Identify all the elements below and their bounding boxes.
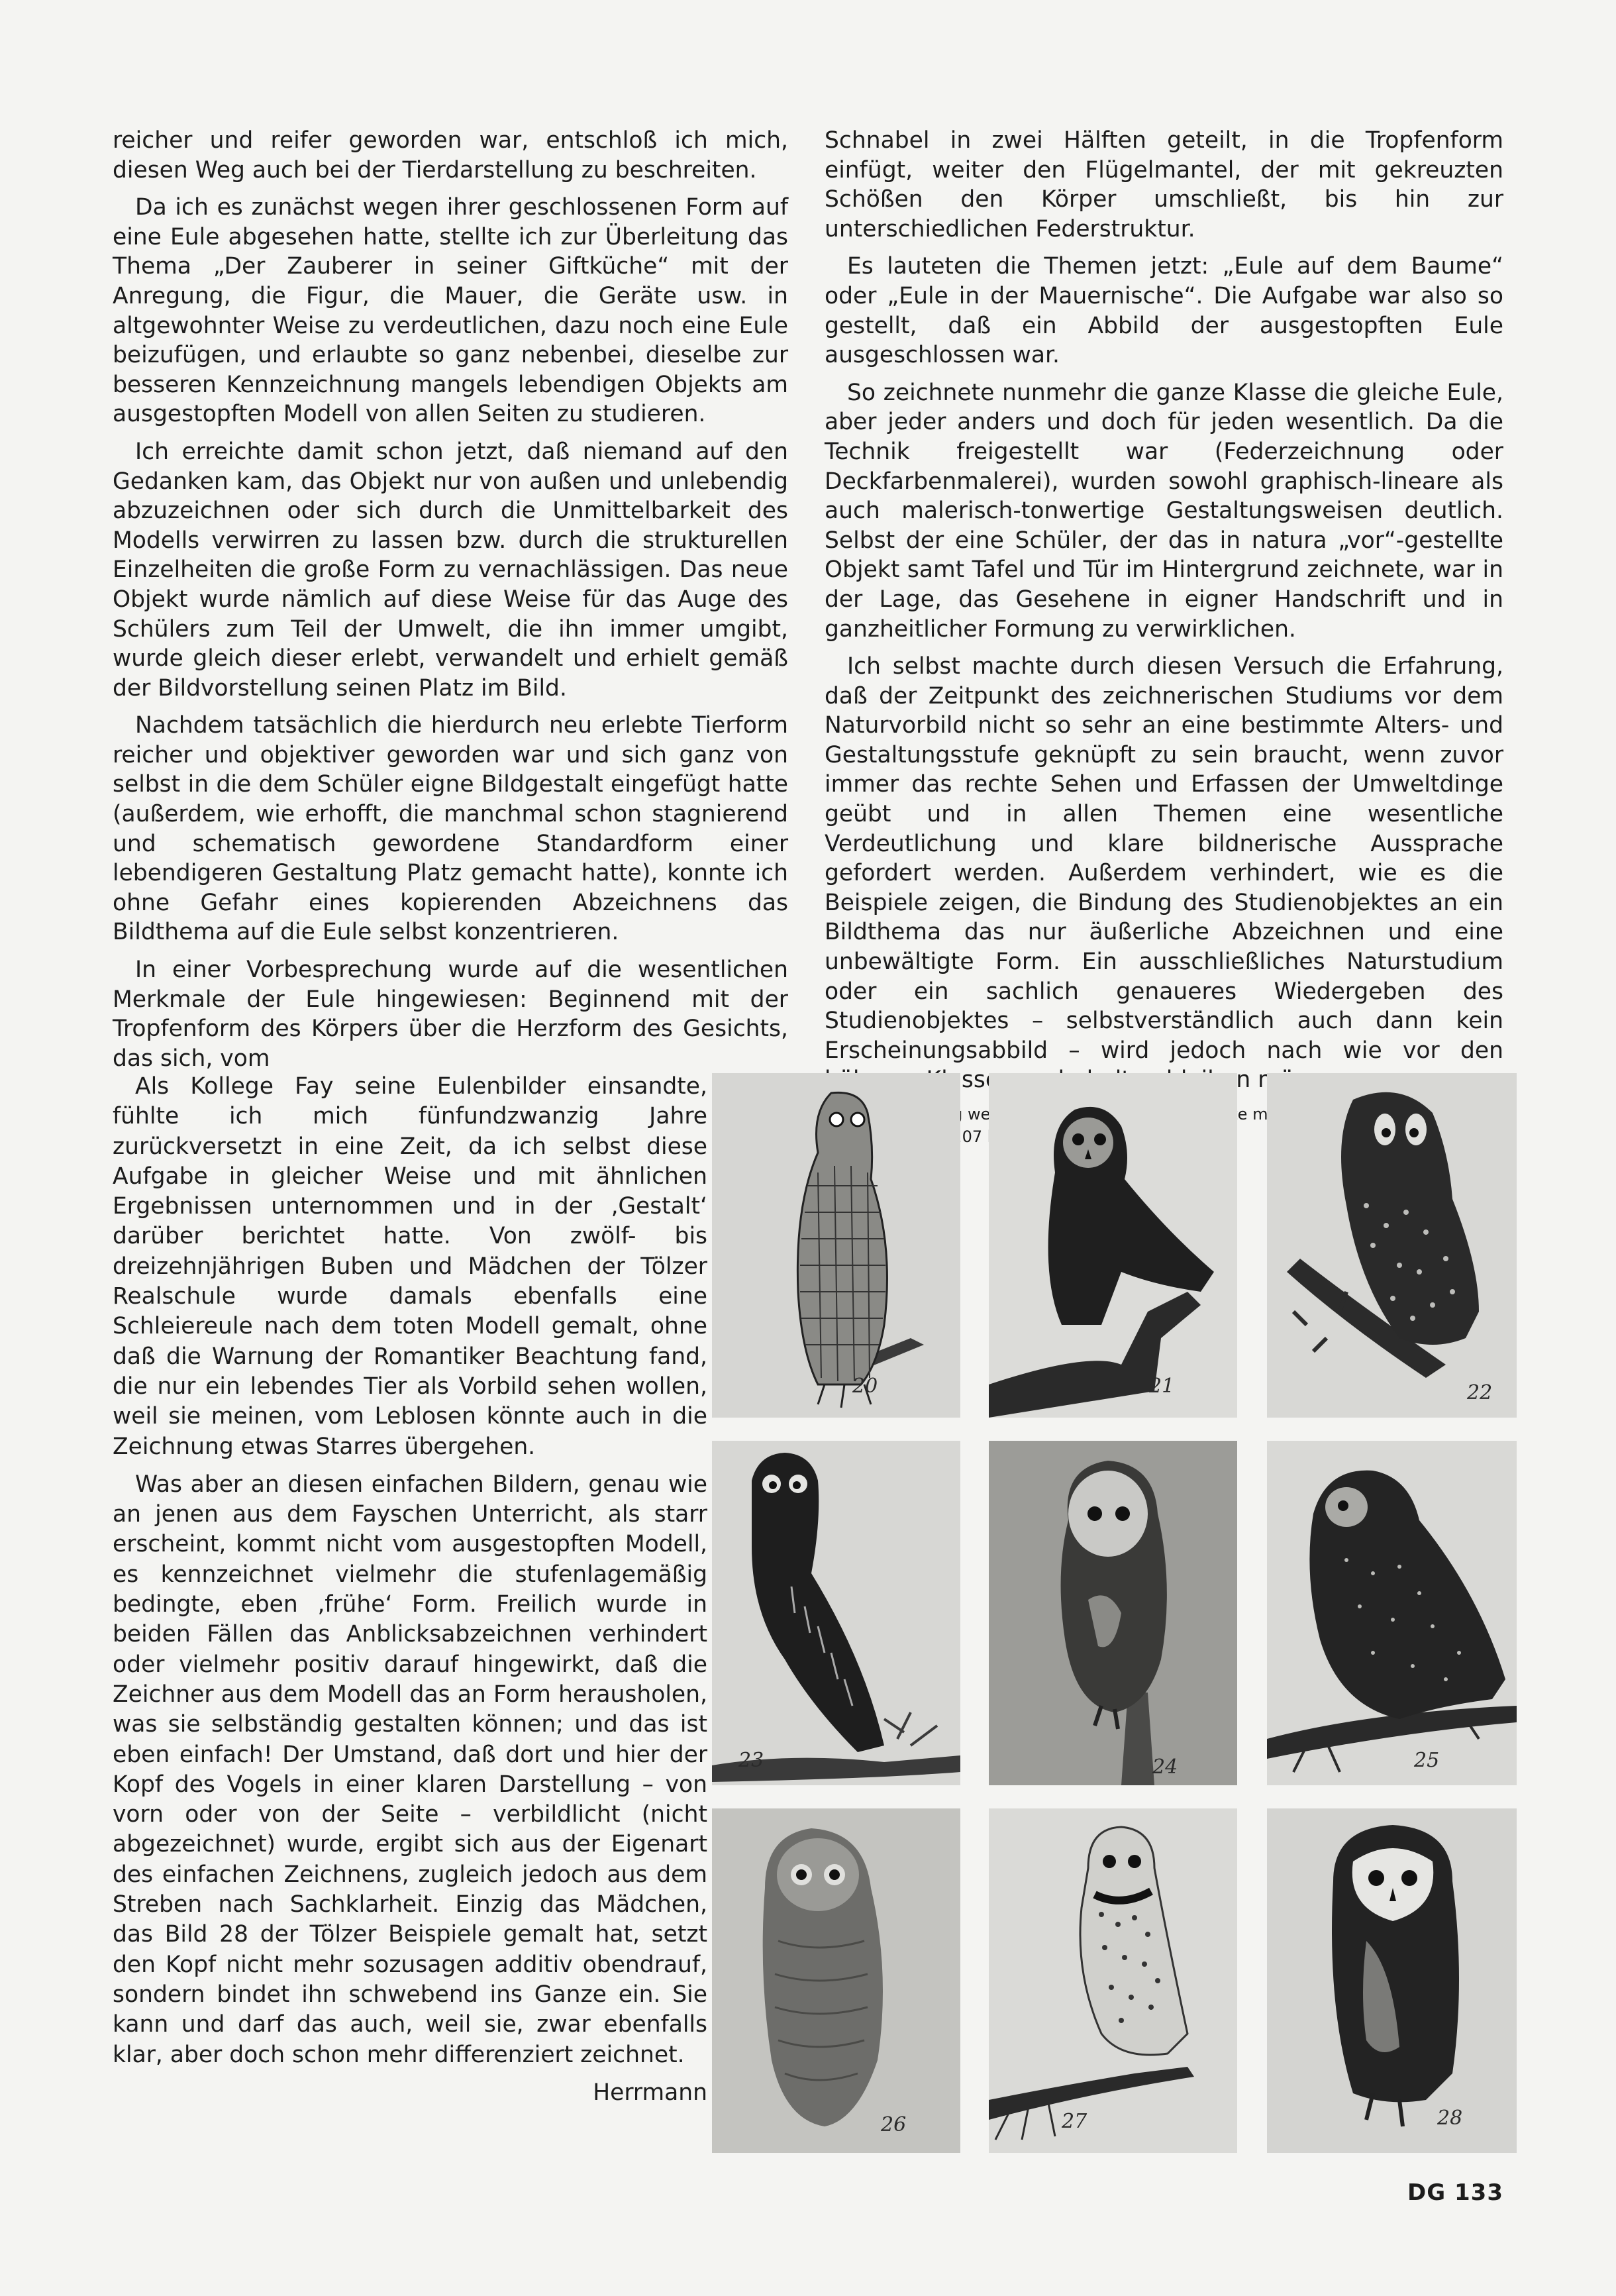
- owl-26-illustration: [712, 1808, 960, 2153]
- paragraph: Was aber an diesen einfachen Bildern, genau wie an jenen aus dem Fayschen Unterricht, als starr erscheint, kommt nicht vom ausgestopften Modell, es kennzeichnet vielmehr die stufenlagemäßig bedingte, eben ‚frühe‘ Form. Freilich wurde in beiden Fällen das Anblicksabzeichnen verhindert oder vielmehr positiv darauf hingewirkt, daß die Zeichner aus dem Modell das an Form herausholen, was sie selbständig gestalten können; und das ist eben einfach! Der Umstand, daß dort und hier der Kopf des Vogels in einer klaren Darstellung – von vorn oder von der Seite – verbildlicht (nicht abgezeichnet) wurde, ergibt sich aus der Eigenart des einfachen Zeichnens, zugleich jedoch aus dem Streben nach Sachklarheit. Einzig das Mädchen, das Bild 28 der Tölzer Beispiele gemalt hat, setzt den Kopf nicht mehr sozusagen additiv obendrauf, sondern bindet ihn schwebend ins Ganze ein. Sie kann und darf das auch, weil sie, zwar ebenfalls klar, aber doch schon mehr differenziert zeichnet.: [113, 1471, 707, 2068]
- text-column-left: [113, 126, 788, 1073]
- figure-number: 20: [852, 1375, 878, 1398]
- paragraph: Schnabel in zwei Hälften geteilt, in die Tropfenform einfügt, weiter den Flügelmantel, der mit gekreuzten Schößen den Körper umschließt, bis hin zur unterschiedlichen Federstruktur.: [825, 127, 1503, 242]
- paragraph: reicher und reifer geworden war, entschloß ich mich, diesen Weg auch bei der Tierdarstellung zu beschreiten.: [113, 127, 788, 183]
- folio-prefix: DG: [1407, 2179, 1446, 2206]
- text-column-commentary: [113, 1072, 707, 2108]
- owl-drawing-27: [989, 1808, 1237, 2153]
- figure-number: 26: [881, 2113, 907, 2136]
- owl-drawing-24: [989, 1441, 1237, 1785]
- owl-27-illustration: [989, 1808, 1237, 2153]
- figure-number: 24: [1152, 1755, 1178, 1779]
- owl-24-illustration: [989, 1441, 1237, 1785]
- owl-25-illustration: [1267, 1441, 1517, 1785]
- owl-drawing-21: [989, 1073, 1237, 1418]
- text-column-right: [825, 126, 1503, 1148]
- paragraph: Ich erreichte damit schon jetzt, daß niemand auf den Gedanken kam, das Objekt nur von außen und unlebendig abzuzeichnen oder sich durch die Unmittelbarkeit des Modells verwirren zu lassen bzw. durch die strukturellen Einzelheiten die große Form zu vernachlässigen. Das neue Objekt wurde nämlich auf diese Weise für das Auge des Schülers zum Teil der Umwelt, die ihn immer umgibt, wurde gleich dieser erlebt, verwandelt und erhielt gemäß der Bildvorstellung seinen Platz im Bild.: [113, 438, 788, 702]
- figure-number: 23: [738, 1749, 764, 1772]
- editorial-note: mit: [1252, 1105, 1279, 1123]
- owl-23-illustration: [712, 1441, 960, 1785]
- owl-drawing-26: [712, 1808, 960, 2153]
- paragraph: So zeichnete nunmehr die ganze Klasse die gleiche Eule, aber jeder anders und doch für jeden wesentlich. Da die Technik freigestellt war (Federzeichnung oder Deckfarbenmalerei), wurden sowohl graphisch-lineare als auch malerisch-tonwertige Gestaltungsweisen deutlich. Selbst der eine Schüler, der das in natura „vor“-gestellte Objekt samt Tafel und Tür im Hintergrund zeichnete, war in der Lage, das Gesehene in eigner Handschrift und in ganzheitlicher Formung zu verwirklichen.: [825, 379, 1503, 643]
- owl-drawing-23: [712, 1441, 960, 1785]
- owl-drawing-25: [1267, 1441, 1517, 1785]
- figure-number: 28: [1437, 2107, 1463, 2130]
- paragraph: In einer Vorbesprechung wurde auf die wesentlichen Merkmale der Eule hingewiesen: Beginnend mit der Tropfenform des Körpers über die Herzform des Gesichts, das sich, vom: [113, 957, 788, 1072]
- owl-20-illustration: [712, 1073, 960, 1418]
- paragraph: Es lauteten die Themen jetzt: „Eule auf dem Baume“ oder „Eule in der Mauernische“. Die Aufgabe war also so gestellt, daß ein Abbild der ausgestopften Eule ausgeschlossen war.: [825, 253, 1503, 369]
- owl-drawing-28: [1267, 1808, 1517, 2153]
- figure-number: 27: [1062, 2110, 1087, 2133]
- owl-21-illustration: [989, 1073, 1237, 1418]
- owl-drawing-20: [712, 1073, 960, 1418]
- paragraph: Ich selbst machte durch diesen Versuch die Erfahrung, daß der Zeitpunkt des zeichnerischen Studiums vor dem Naturvorbild nicht so sehr an eine bestimmte Alters- und Gestaltungsstufe geknüpft zu sein braucht, wenn zuvor immer das rechte Sehen und Erfassen der Umweltdinge geübt und in allen Themen eine wesentliche Verdeutlichung und klare bildnerische Aussprache gefordert werden. Außerdem verhindert, wie es die Beispiele zeigen, die Bindung des Studienobjektes an ein Bildthema das nur äußerliche Abzeichnen und eine unbewältigte Form. Ein ausschließliches Naturstudium oder ein sachlich genaueres Wiedergeben des Studienobjektes – selbstverständlich auch dann kein Erscheinungsabbild – wird jedoch nach wie vor den Klassen: [825, 653, 1503, 1094]
- figure-number: 22: [1467, 1381, 1493, 1404]
- owl-drawing-22: [1267, 1073, 1517, 1418]
- figure-number: 25: [1414, 1749, 1440, 1772]
- page-folio: [1407, 2179, 1503, 2206]
- owl-22-illustration: [1267, 1073, 1517, 1418]
- figure-number: 21: [1149, 1375, 1175, 1398]
- paragraph: Als Kollege Fay seine Eulenbilder einsandte, fühlte ich mich fünfundzwanzig Jahre zurückversetzt in eine Zeit, da ich selbst diese Aufgabe in gleicher Weise und mit ähnlichen Ergebnissen unternommen und in der ‚Gestalt‘ darüber berichtet hatte. Von zwölf- bis dreizehnjährigen Buben und Mädchen der Tölzer Realschule wurde damals ebenfalls eine Schleiereule nach dem toten Modell gemalt, ohne daß die Warnung der Romantiker Beachtung fand, die nur ein lebendes Tier als Vorbild sehen wollen, weil sie meinen, vom Leblosen könnte auch in die Zeichnung etwas Starres übergehen.: [113, 1073, 707, 1460]
- author-signature: Herrmann: [593, 2079, 707, 2106]
- paragraph: Nachdem tatsächlich die hierdurch neu erlebte Tierform reicher und objektiver geworden war und sich ganz von selbst in die dem Schüler eigne Bildgestalt eingefügt hatte (außerdem, wie erhofft, die manchmal schon stagnierend und schematisch gewordene Standardform einer lebendigeren Gestaltung Platz gemacht hatte), konnte ich ohne Gefahr eines kopierenden Abzeichnens das Bildthema auf die Eule selbst konzentrieren.: [113, 712, 788, 946]
- owl-28-illustration: [1267, 1808, 1517, 2153]
- owl-drawings-figure-grid: [712, 1073, 1517, 2153]
- page-number: 133: [1454, 2179, 1503, 2206]
- paragraph: Da ich es zunächst wegen ihrer geschlossenen Form auf eine Eule abgesehen hatte, stellte ich zur Überleitung das Thema „Der Zauberer in seiner Giftküche“ mit der Anregung, die Figur, die Mauer, die Geräte usw. in altgewohnter Weise zu verdeutlichen, dazu noch eine Eule beizufügen, und erlaubte so ganz nebenbei, dieselbe zur besseren Kennzeichnung mangels lebendigen Objekts am ausgestopften Modell von allen Seiten zu studieren.: [113, 194, 788, 428]
